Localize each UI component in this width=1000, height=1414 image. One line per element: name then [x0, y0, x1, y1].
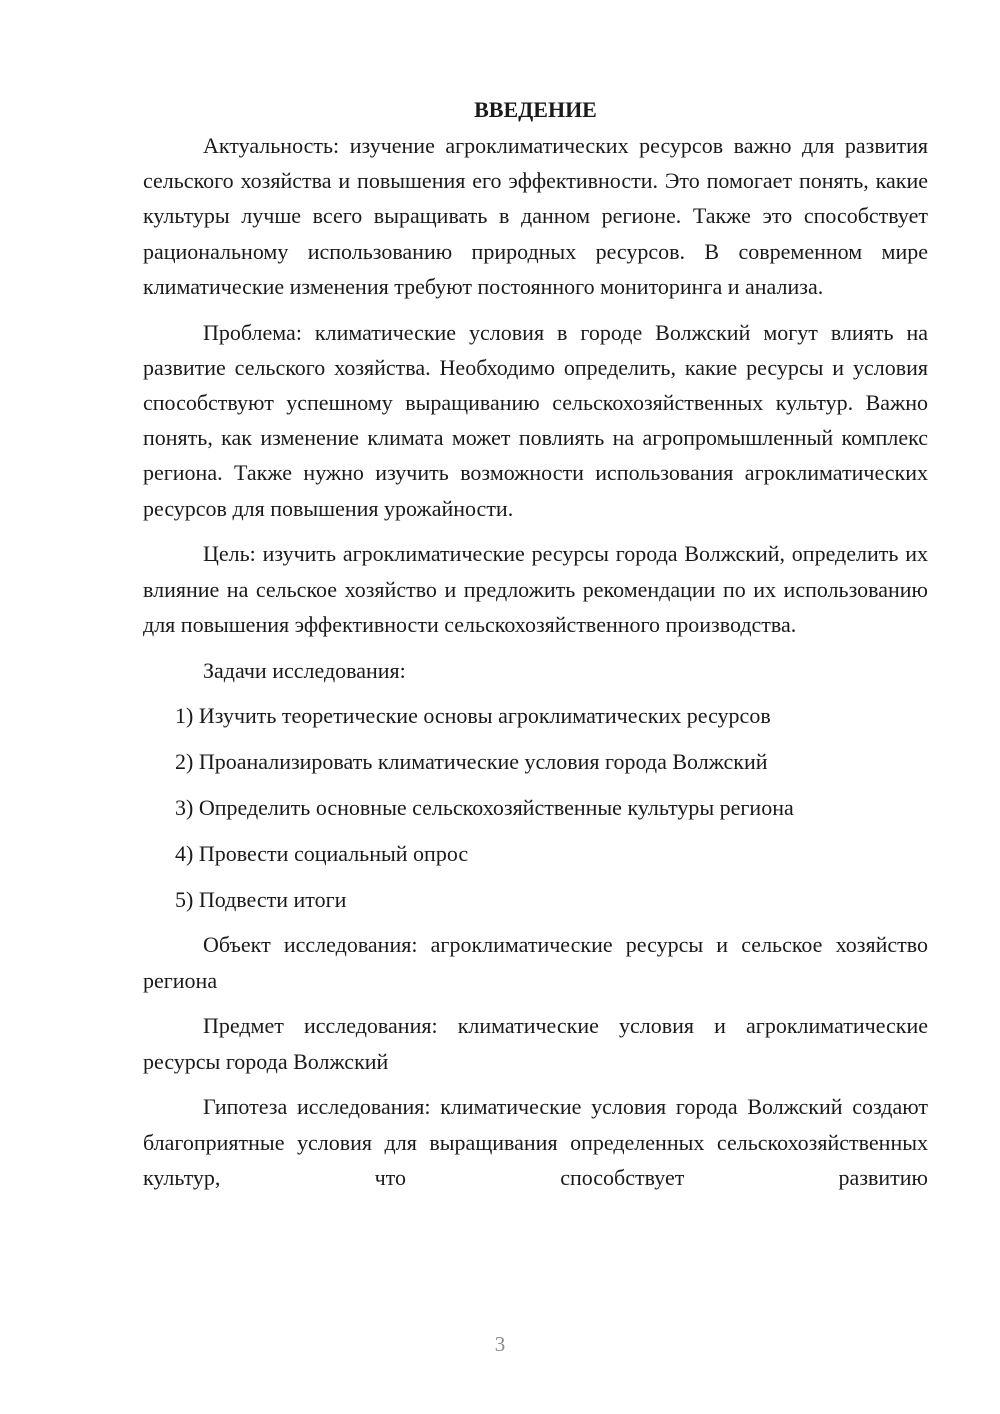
paragraph-relevance: Актуальность: изучение агроклиматических ресурсов важно для развития сельского хозяйства и повышения его эффективности. Это помогает понять, какие культуры лучше всего выращивать в данном регионе. Также это способствует рациональному использованию природных ресурсов. В современном мире климатические изменения требуют постоянного мониторинга и анализа.: [143, 133, 928, 299]
paragraph-problem: Проблема: климатические условия в городе Волжский могут влиять на развитие сельского хозяйства. Необходимо определить, какие ресурсы и условия способствуют успешному выращиванию сельскохозяйственных культур. Важно понять, как изменение климата может повлиять на агропромышленный комплекс региона. Также нужно изучить возможности использования агроклиматических ресурсов для повышения урожайности.: [143, 319, 928, 521]
paragraph-subject: Предмет исследования: климатические условия и агроклиматические ресурсы города Волжский: [143, 1013, 928, 1074]
tasks-list: [143, 698, 928, 916]
paragraph-hypothesis: Гипотеза исследования: климатические условия города Волжский создают благоприятные условия для выращивания определенных сельскохозяйственных культур, что способствует развитию: [143, 1094, 928, 1190]
page-number: 3: [494, 1332, 506, 1356]
paragraph-object: Объект исследования: агроклиматические ресурсы и сельское хозяйство региона: [143, 932, 928, 993]
document-page: [143, 92, 928, 1195]
list-item: 2) Проанализировать климатические условия города Волжский: [175, 749, 768, 775]
list-item: 1) Изучить теоретические основы агроклиматических ресурсов: [175, 703, 771, 729]
list-item: 3) Определить основные сельскохозяйственные культуры региона: [175, 795, 794, 821]
page-title: ВВЕДЕНИЕ: [474, 97, 597, 122]
list-item: 5) Подвести итоги: [175, 886, 347, 912]
paragraph-goal: Цель: изучить агроклиматические ресурсы города Волжский, определить их влияние на сельское хозяйство и предложить рекомендации по их использованию для повышения эффективности сельскохозяйственного производства.: [143, 541, 928, 637]
paragraph-tasks-heading: Задачи исследования:: [203, 657, 406, 683]
list-item: 4) Провести социальный опрос: [175, 840, 469, 866]
